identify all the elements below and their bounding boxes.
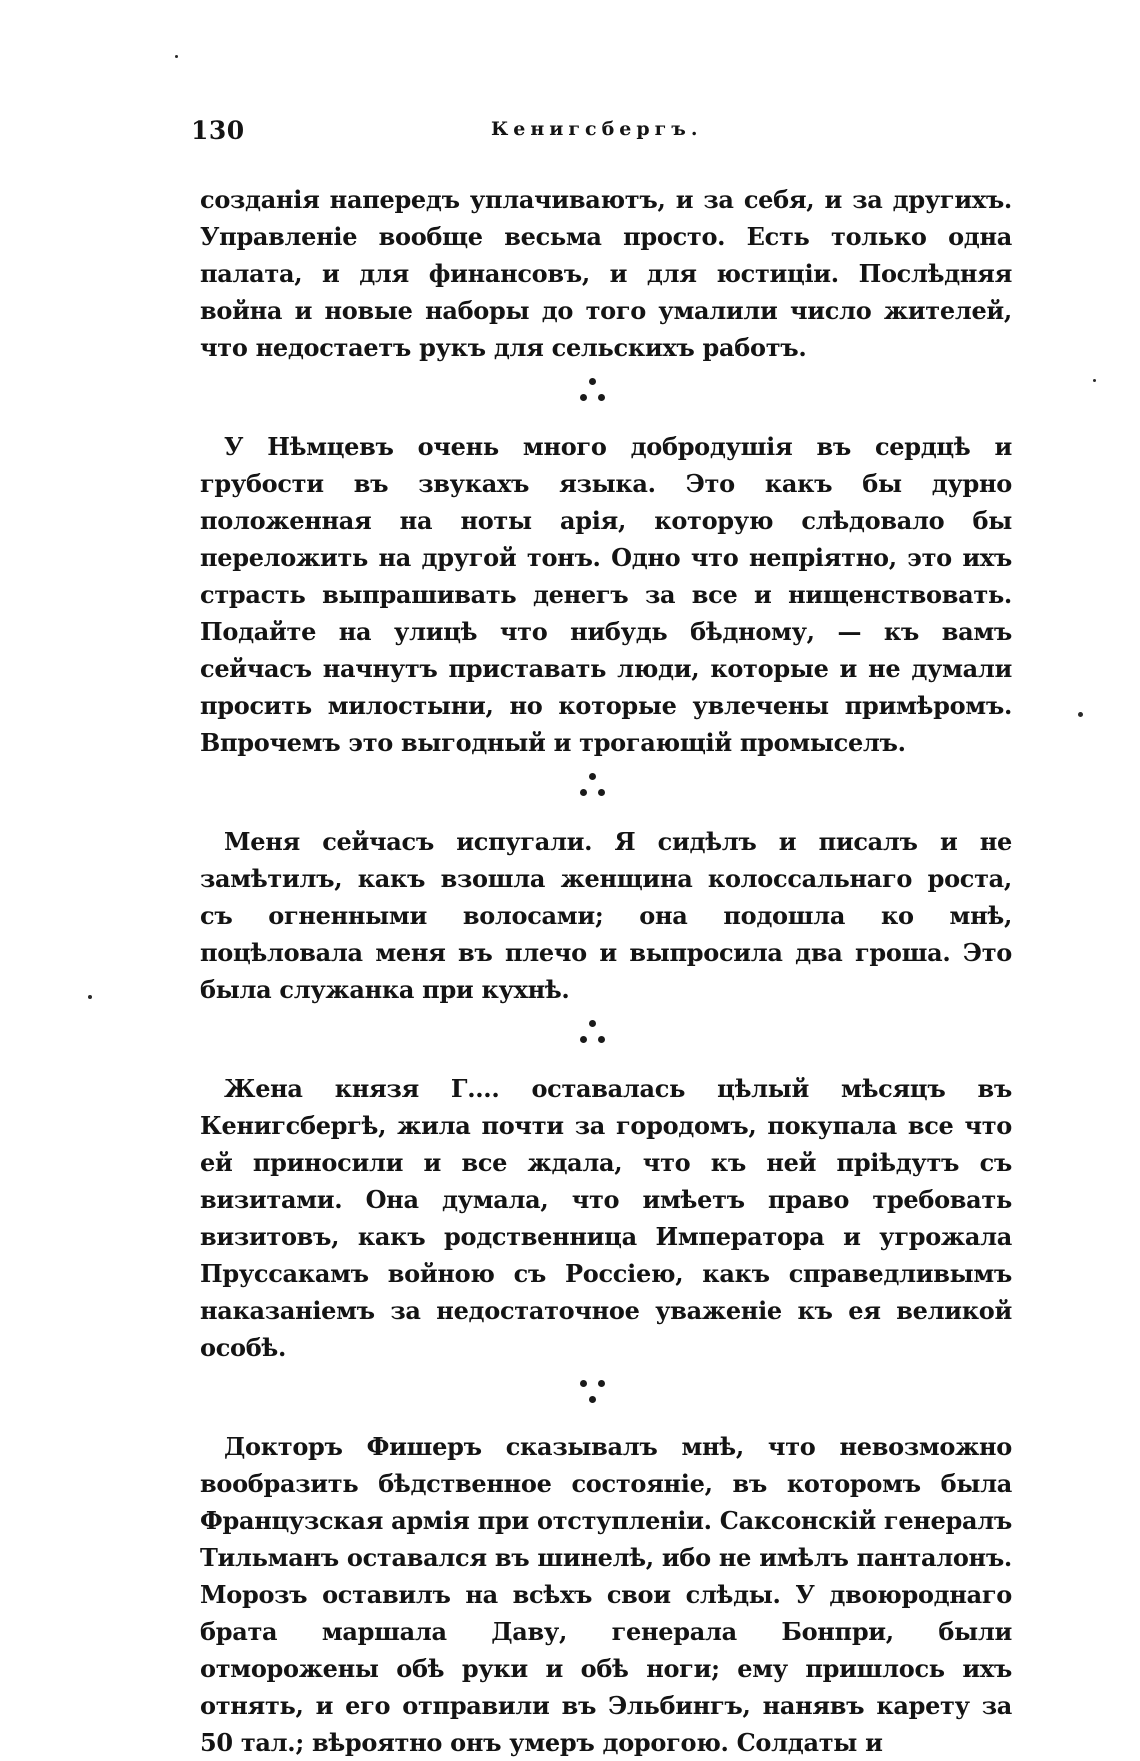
- asterism-separator: [200, 1008, 1012, 1070]
- asterism-dot: [580, 1380, 587, 1387]
- asterism-dot: [598, 1380, 605, 1387]
- asterism-dot: [580, 789, 587, 796]
- asterism-separator: [200, 1366, 1012, 1428]
- paragraph-5: Докторъ Фишеръ сказывалъ мнѣ, что невозможно вообразить бѣдственное состояніе, въ которомъ была Французская армія при отступленіи. Саксонскій генералъ Тильманъ оставался въ шинелѣ, ибо не имѣлъ панталонъ. Морозъ оставилъ на всѣхъ свои слѣды. У двоюроднаго брата маршала Даву, генерала Бонпри, были отморожены обѣ руки и обѣ ноги; ему пришлось ихъ отнять, и его отправили въ Эльбингъ, нанявъ карету за 50 тал.; вѣроятно онъ умеръ дорогою. Солдаты и: [200, 1432, 1012, 1757]
- asterism-separator: [200, 366, 1012, 428]
- asterism-dot: [589, 1396, 596, 1403]
- asterism-dot: [598, 789, 605, 796]
- paragraph-2: У Нѣмцевъ очень много добродушія въ сердцѣ и грубости въ звукахъ языка. Это какъ бы дурно положенная на ноты арія, которую слѣдовало бы переложить на другой тонъ. Одно что непріятно, это ихъ страсть выпрашивать денегъ за все и нищенствовать. Подайте на улицѣ что нибудь бѣдному, — къ вамъ сейчасъ начнутъ приставать люди, которые и не думали просить милостыни, но которые увлечены примѣромъ. Впрочемъ это выгодный и трогающій промыселъ.: [200, 432, 1012, 757]
- running-title: Кенигсбергъ.: [491, 118, 703, 140]
- page-number: 130: [191, 116, 245, 145]
- asterism-dot: [589, 773, 596, 780]
- asterism-dot: [580, 394, 587, 401]
- paragraph-4: Жена князя Г.... оставалась цѣлый мѣсяцъ въ Кенигсбергѣ, жила почти за городомъ, покупала все что ей приносили и все ждала, что къ ней пріѣдутъ съ визитами. Она думала, что имѣетъ право требовать визитовъ, какъ родственница Императора и угрожала Пруссакамъ войною съ Россіею, какъ справедливымъ наказаніемъ за недостаточное уваженіе къ ея великой особѣ.: [200, 1074, 1012, 1362]
- scan-speck: [1093, 379, 1096, 382]
- asterism-dot: [589, 378, 596, 385]
- asterism-dot: [580, 1036, 587, 1043]
- page-header: [191, 116, 1011, 156]
- scan-speck: [88, 995, 92, 999]
- paragraph-1: созданія напередъ уплачиваютъ, и за себя, и за другихъ. Управленіе вообще весьма просто. Есть только одна палата, и для финансовъ, и для юстиціи. Послѣдняя война и новые наборы до того умалили число жителей, что недостаетъ рукъ для сельскихъ работъ.: [200, 185, 1012, 362]
- body-text: [200, 181, 1012, 1761]
- asterism-separator: [200, 761, 1012, 823]
- asterism-dot: [598, 1036, 605, 1043]
- scan-speck: [1078, 712, 1083, 717]
- asterism-dot: [598, 394, 605, 401]
- asterism-dot: [589, 1020, 596, 1027]
- scan-speck: [175, 55, 178, 58]
- paragraph-3: Меня сейчасъ испугали. Я сидѣлъ и писалъ и не замѣтилъ, какъ взошла женщина колоссальнаго роста, съ огненными волосами; она подошла ко мнѣ, поцѣловала меня въ плечо и выпросила два гроша. Это была служанка при кухнѣ.: [200, 827, 1012, 1004]
